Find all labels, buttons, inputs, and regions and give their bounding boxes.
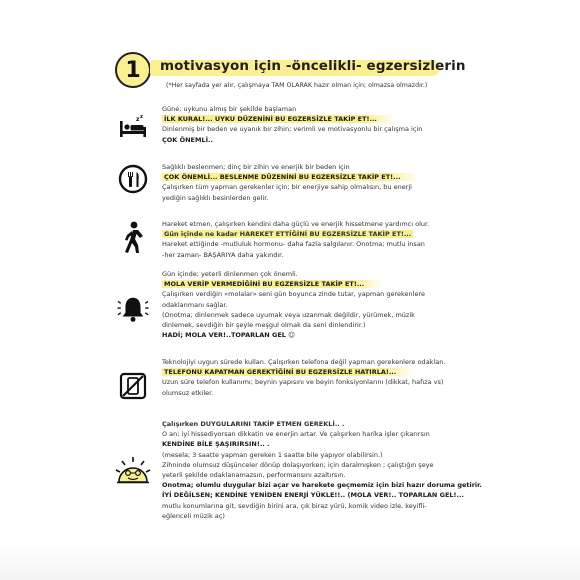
section-line: -her zaman- BAŞARIYA daha yakındır. [162, 250, 284, 259]
section-line: olumsuz etkiler. [162, 388, 214, 397]
page-title: motivasyon için -öncelikli- egzersizlerin [160, 58, 466, 74]
section-line: Sağlıklı beslenmen; dinç bir zihin ve enerjik bir beden için [162, 163, 350, 171]
section-line [162, 229, 462, 239]
fork-knife-icon [117, 163, 149, 195]
section-line: Dinlenmiş bir beden ve uyanık bir zihin; verimli ve motivasyonlu bir çalışma için [162, 125, 423, 134]
page-bottom-shade [0, 546, 580, 580]
section-rule-highlight: MOLA VERİP VERMEDİĞİNİ BU EGZERSİZLE TAKİP ET!... [162, 280, 382, 288]
section-line: Hareket etmen, çalışırken kendini daha güçlü ve enerjik hissetmene yardımcı olur. [162, 220, 430, 228]
section-emphasis: HADİ; MOLA VER!..TOPARLAN GEL ☺ [162, 331, 295, 340]
section-rule-highlight: TELEFONU KAPATMAN GEREKTİĞİNİ BU EGZERSİZLE HATIRLA!... [162, 368, 414, 376]
section-line: Çalışırken tüm yapman gerekenler için; bir enerjiye sahip olmalısın, bu enerji [162, 183, 412, 192]
section-phone [162, 357, 462, 398]
section-rule-highlight: ÇOK ÖNEMLİ... BESLENME DÜZENİNİ BU EGZERSİZLE TAKİP ET!... [162, 173, 419, 181]
section-sleep [162, 104, 462, 145]
section-line: Güne; uykunu almış bir şekilde başlaman [162, 105, 297, 113]
section-emphasis: İYİ DEĞİLSEN; KENDİNE YENİDEN ENERJİ YÜKLE!!.. (MOLA VER!.. TOPARLAN GEL!... [162, 491, 464, 500]
svg-text:z: z [136, 116, 140, 123]
section-line: Gün içinde; yeterli dinlenmen çok önemli. [162, 270, 298, 278]
section-line: Çalışırken verdiğin «molalar» seni gün boyunca zinde tutar, yapman gerekenlere [162, 290, 425, 299]
section-line: odaklanmanı sağlar. [162, 300, 228, 309]
page-subtitle: (*Her sayfada yer alır, çalışmaya TAM OLARAK hazır olman için; olmazsa olmazdır.) [166, 82, 428, 89]
section-line: mutlu konumlarına git, sevdiğin birini ara, çık biraz yürü, komik video izle, keyifli- [162, 501, 427, 510]
section-line: (Onotma; dinlenmek sadece uyumak veya uzanmak değildir, yürümek, müzik [162, 310, 415, 319]
svg-text:z: z [140, 114, 143, 120]
section-movement [162, 219, 462, 260]
walking-person-icon [117, 222, 149, 254]
bell-icon [117, 293, 149, 325]
section-line: Zihninde olumsuz düşünceler dönüp dolaşıyorken; için daralmışken ; çalıştığın şeye [162, 460, 434, 469]
section-number-badge [115, 52, 151, 88]
section-rest [162, 269, 462, 340]
mood-sun-face-icon [115, 455, 151, 487]
section-line: (mesela; 3 saatte yapman gereken 1 saatte bile yapıyor olabilirsin.) [162, 450, 383, 459]
section-emphasis: ÇOK ÖNEMLİ.. [162, 135, 213, 144]
movement-rule-highlight: Gün içinde ne kadar HAREKET ETTİĞİNİ BU EGZERSİZLE TAKİP ET!... [164, 230, 412, 239]
section-line: Teknolojiyi uygun sürede kullan. Çalışırken telefona değil yapman gerekenlere odaklan. [162, 358, 446, 366]
section-rule-highlight: İLK KURAL!... UYKU DÜZENİNİ BU EGZERSİZLE TAKİP ET!... [162, 115, 395, 123]
sleep-bed-icon [117, 110, 149, 142]
section-line: eğlenceli müzik aç) [162, 511, 225, 520]
section-line: yediğin sağlıklı besinlerden gelir. [162, 193, 269, 202]
section-emphasis: KENDİNE BİLE ŞAŞIRIRSIN!.. . [162, 440, 270, 449]
section-line: Hareket ettiğinde -mutluluk hormonu- daha fazla salgılanır. Onotma; mutlu insan [162, 240, 425, 249]
section-line: yeterli şekilde odaklanamazsın, performansını azaltırsın. [162, 471, 346, 480]
section-number: 1 [125, 57, 141, 83]
section-emphasis: Onotma; olumlu duygular bizi açar ve harekete geçmemiz için bizi hazır doruma getirir. [162, 481, 482, 490]
section-nutrition [162, 162, 462, 203]
no-phone-icon [117, 370, 149, 402]
section-emotions [162, 419, 482, 521]
section-line: Çalışırken DUYGULARINI TAKİP ETMEN GEREKLİ.. . [162, 420, 345, 428]
section-line: dinlemek, sevdiğin bir şeyle meşgul olmak da seni dinlendirir.) [162, 321, 366, 330]
section-line: Uzun süre telefon kullanımı; beynin yapısını ve beyin fonksiyonlarını (dikkat, hafıza vs) [162, 378, 444, 387]
section-line: O an; iyi hissediyorsan dikkatin ve enerjin artar. Ve çalışırken harika işler çıkarırsın [162, 430, 430, 439]
